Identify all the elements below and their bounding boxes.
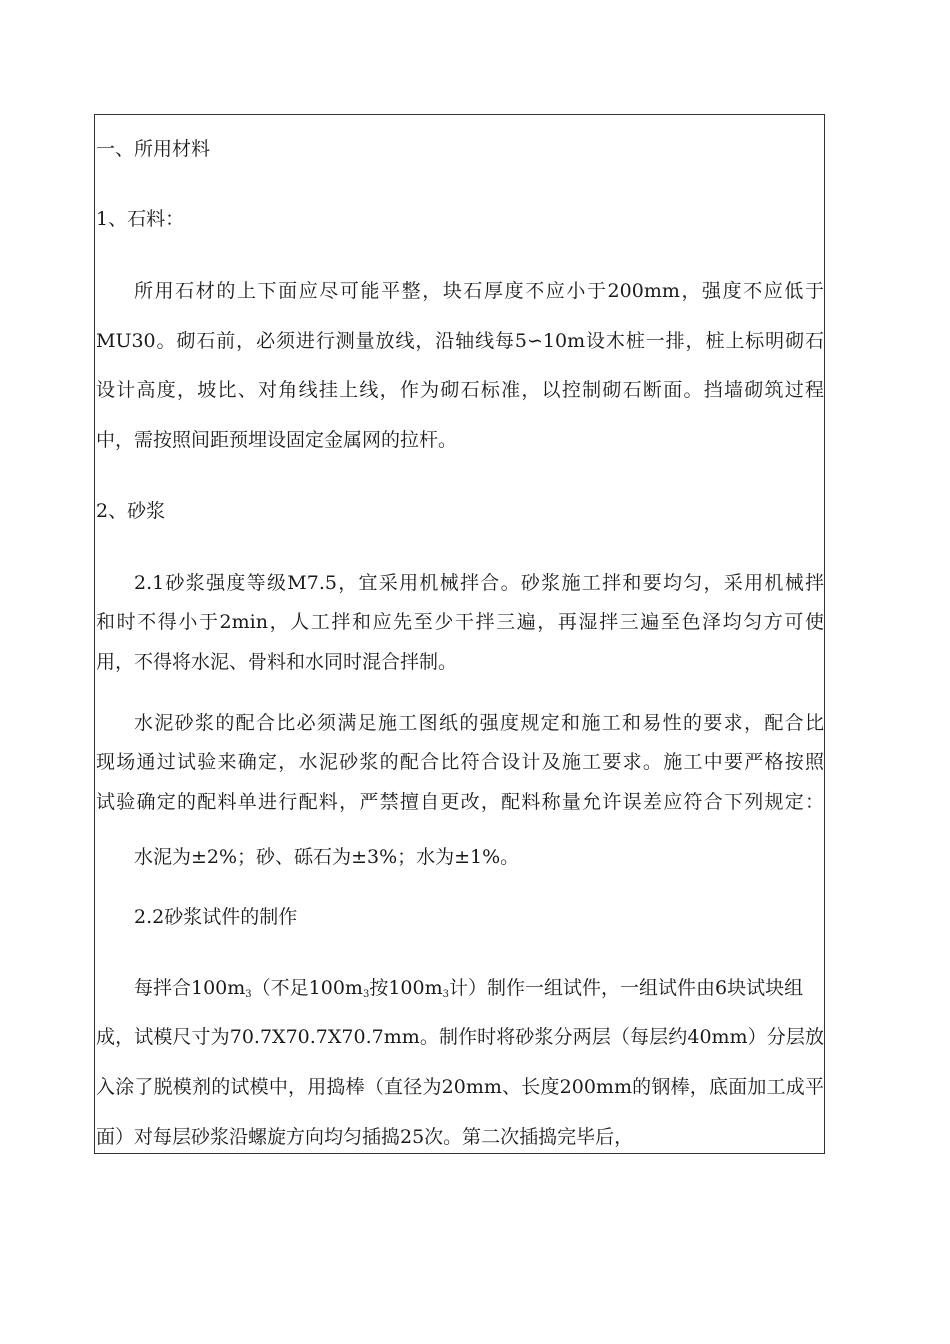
unit-superscript: 3 — [362, 989, 370, 1000]
s2-p1-line-1: 2.1砂浆强度等级M7.5，宜采用机械拌合。砂浆施工拌和要均匀，采用机械拌 — [134, 572, 824, 594]
s22-heading: 2.2砂浆试件的制作 — [134, 906, 298, 928]
s22-p1-part-b: （不足100m — [251, 977, 363, 999]
s2-p2-line-2: 现场通过试验来确定，水泥砂浆的配合比符合设计及施工要求。施工中要严格按照 — [96, 751, 824, 773]
s1-p1-line-4: 中，需按照间距预埋设固定金属网的拉杆。 — [96, 429, 458, 451]
s22-p1-line-2: 成，试模尺寸为70.7X70.7X70.7mm。制作时将砂浆分两层（每层约40mm）分层放 — [96, 1026, 824, 1048]
s2-p3: 水泥为±2%；砂、砾石为±3%；水为±1%。 — [134, 846, 520, 868]
s1-p1-line-1: 所用石材的上下面应尽可能平整，块石厚度不应小于200mm，强度不应低于 — [134, 280, 824, 302]
s22-p1-part-c: 按100m — [369, 977, 443, 999]
s2-p1-line-3: 用，不得将水泥、骨料和水同时混合拌制。 — [96, 651, 458, 673]
section-title: 一、所用材料 — [96, 138, 211, 160]
s1-heading: 1、石料： — [96, 208, 185, 230]
s2-p2-line-3: 试验确定的配料单进行配料，严禁擅自更改，配料称量允许误差应符合下列规定： — [96, 791, 824, 813]
s22-p1-part-d: 计）制作一组试件，一组试件由6块试块组 — [449, 977, 804, 999]
s22-p1-part-a: 每拌合100m — [134, 977, 246, 999]
s22-p1-line-1 — [96, 975, 824, 1008]
s1-p1-line-3: 设计高度，坡比、对角线挂上线，作为砌石标准，以控制砌石断面。挡墙砌筑过程 — [96, 379, 824, 401]
unit-superscript: 3 — [442, 989, 450, 1000]
s22-p1-line-3: 入涂了脱模剂的试模中，用捣棒（直径为20mm、长度200mm的钢棒，底面加工成平 — [96, 1076, 824, 1098]
s1-p1-line-2: MU30。砌石前，必须进行测量放线，沿轴线每5∽10m设木桩一排，桩上标明砌石 — [96, 330, 824, 352]
unit-superscript: 3 — [245, 989, 252, 1000]
s2-p1-line-2: 和时不得小于2min，人工拌和应先至少干拌三遍，再湿拌三遍至色泽均匀方可使 — [96, 611, 824, 633]
s2-p2-line-1: 水泥砂浆的配合比必须满足施工图纸的强度规定和施工和易性的要求，配合比 — [134, 712, 824, 734]
s2-heading: 2、砂浆 — [96, 500, 166, 522]
s22-p1-line-4: 面）对每层砂浆沿螺旋方向均匀插捣25次。第二次插捣完毕后， — [96, 1126, 634, 1148]
